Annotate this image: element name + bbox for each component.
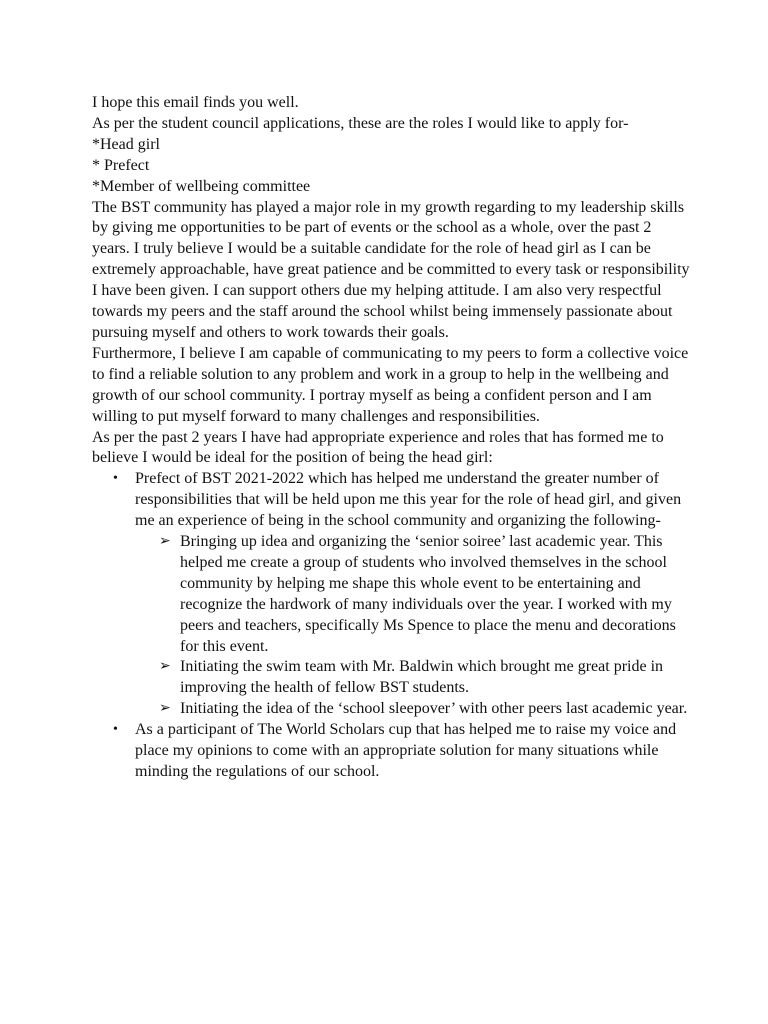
sublist-item-senior-soiree [135,532,692,657]
role-prefect: * Prefect [92,156,150,174]
sublist-item-text: Initiating the idea of the ‘school sleepover’ with other peers last academic year. [180,700,688,718]
list-item-text: As a participant of The World Scholars cup that has helped me to raise my voice and place my opinions to come with an appropriate solution for many situations while minding the regulations of our school. [135,721,677,780]
sublist-item-text: Initiating the swim team with Mr. Baldwin which brought me great pride in improving the health of fellow BST students. [180,658,664,697]
arrow-bullet-icon: ➢ [159,534,171,550]
paragraph-communication: Furthermore, I believe I am capable of communicating to my peers to form a collective voice to find a reliable solution to any problem and work in a group to help in the wellbeing and growth of our school community. I portray myself as being a confident person and I am willing to put myself forward to many challenges and responsibilities. [92,344,689,425]
intro-line: As per the student council applications, these are the roles I would like to apply for- [92,114,629,132]
experience-list [92,469,692,783]
arrow-bullet-icon: ➢ [159,701,171,717]
bullet-icon: • [113,471,118,487]
arrow-bullet-icon: ➢ [159,659,171,675]
list-item-world-scholars [92,720,692,783]
sublist-item-swim-team [135,657,692,699]
list-item-prefect [92,469,692,720]
sublist-item-text: Bringing up idea and organizing the ‘senior soiree’ last academic year. This helped me create a group of students who involved themselves in the school community by helping me shape this whole event to be entertaining and recognize the hardwork of many individuals over the year. I worked with my peers and teachers, specifically Ms Spence to place the menu and decorations for this event. [180,533,676,655]
sublist-item-school-sleepover [135,699,692,720]
role-wellbeing-committee: *Member of wellbeing committee [92,177,311,195]
role-head-girl: *Head girl [92,135,160,153]
bullet-icon: • [113,722,118,738]
paragraph-experience: As per the past 2 years I have had appropriate experience and roles that has formed me to believe I would be ideal for the position of being the head girl: [92,428,664,467]
prefect-sublist [135,532,692,720]
document-body [92,93,692,783]
paragraph-leadership: The BST community has played a major role in my growth regarding to my leadership skills by giving me opportunities to be part of events or the school as a whole, over the past 2 years. I truly believe I would be a suitable candidate for the role of head girl as I can be extremely approachable, have great patience and be committed to every task or responsibility I have been given. I can support others due my helping attitude. I am also very respectful towards my peers and the staff around the school whilst being immensely passionate about pursuing myself and others to work towards their goals. [92,198,690,341]
list-item-text: Prefect of BST 2021-2022 which has helped me understand the greater number of responsibilities that will be held upon me this year for the role of head girl, and given me an experience of being in the school community and organizing the following- [135,470,682,530]
greeting-line: I hope this email finds you well. [92,94,299,111]
